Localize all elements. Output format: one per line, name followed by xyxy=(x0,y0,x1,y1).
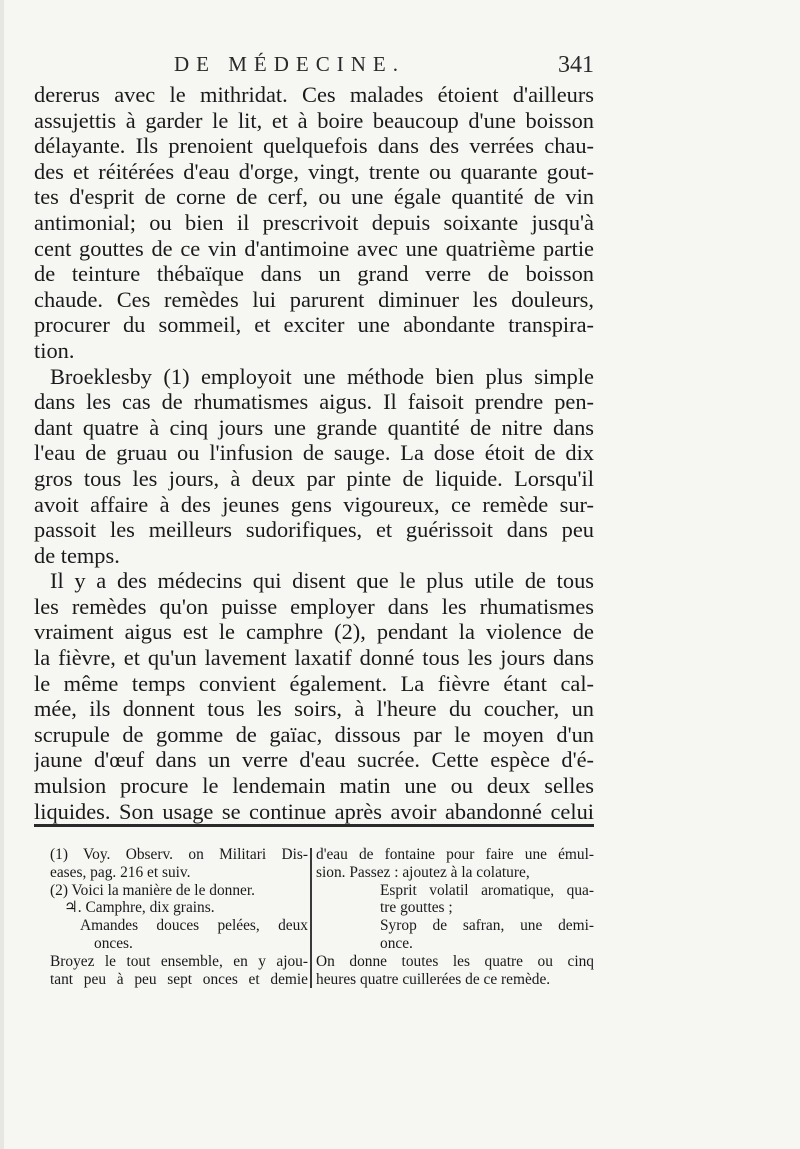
body-line: dant quatre à cinq jours une grande quantité de nitre dans xyxy=(34,414,594,440)
body-line: antimonial; ou bien il prescrivoit depuis soixante jusqu'à xyxy=(34,209,594,235)
body-line: mulsion procure le lendemain matin une ou deux selles xyxy=(34,773,594,799)
footnote-line: tant peu à peu sept onces et demie xyxy=(50,970,308,988)
footnote-rule xyxy=(34,824,594,827)
page-header xyxy=(34,48,594,84)
body-line: avoit affaire à des jeunes gens vigoureux, ce remède sur- xyxy=(34,491,594,517)
body-line: tes d'esprit de corne de cerf, ou une égale quantité de vin xyxy=(34,184,594,210)
body-line: cent gouttes de ce vin d'antimoine avec une quatrième partie xyxy=(34,235,594,261)
body-line: passoit les meilleurs sudorifiques, et guérissoit dans peu xyxy=(34,517,594,543)
footnote-line: Broyez le tout ensemble, en y ajou- xyxy=(50,952,308,970)
body-line: vraiment aigus est le camphre (2), pendant la violence de xyxy=(34,619,594,645)
body-line: assujettis à garder le lit, et à boire beaucoup d'une boisson xyxy=(34,107,594,133)
body-line: Broeklesby (1) employoit une méthode bien plus simple xyxy=(50,363,594,389)
footnote-line: once. xyxy=(380,934,413,952)
footnotes-right-column xyxy=(316,846,594,986)
body-line: le même temps convient également. La fièvre étant cal- xyxy=(34,670,594,696)
footnote-line: Amandes douces pelées, deux xyxy=(80,917,308,935)
body-line: des et réitérées d'eau d'orge, vingt, trente ou quarante gout- xyxy=(34,158,594,184)
footnote-line: (1) Voy. Observ. on Militari Dis- xyxy=(50,846,308,863)
body-text xyxy=(34,82,594,824)
footnote-line: heures quatre cuillerées de ce remède. xyxy=(316,970,551,988)
footnote-line: tre gouttes ; xyxy=(380,899,453,917)
footnote-line: sion. Passez : ajoutez à la colature, xyxy=(316,863,530,881)
body-line: l'eau de gruau ou l'infusion de sauge. La dose étoit de dix xyxy=(34,440,594,466)
body-line: jaune d'œuf dans un verre d'eau sucrée. Cette espèce d'é- xyxy=(34,747,594,773)
body-line: de teinture thébaïque dans un grand verre de boisson xyxy=(34,261,594,287)
footnote-line: ♃. Camphre, dix grains. xyxy=(64,899,215,917)
column-divider xyxy=(310,848,312,988)
footnote-line: (2) Voici la manière de le donner. xyxy=(50,881,255,899)
footnote-line: Syrop de safran, une demi- xyxy=(380,917,594,935)
footnote-line: eases, pag. 216 et suiv. xyxy=(50,863,191,881)
body-line: gros tous les jours, à deux par pinte de liquide. Lorsqu'il xyxy=(34,465,594,491)
footnote-line: d'eau de fontaine pour faire une émul- xyxy=(316,846,594,863)
footnotes-left-column xyxy=(50,846,308,986)
body-line: chaude. Ces remèdes lui parurent diminuer les douleurs, xyxy=(34,286,594,312)
body-line: mée, ils donnent tous les soirs, à l'heure du coucher, un xyxy=(34,696,594,722)
footnote-line: Esprit volatil aromatique, qua- xyxy=(380,881,594,899)
footnote-line: On donne toutes les quatre ou cinq xyxy=(316,952,594,970)
body-line: scrupule de gomme de gaïac, dissous par le moyen d'un xyxy=(34,721,594,747)
page-number: 341 xyxy=(558,52,594,78)
body-line: dererus avec le mithridat. Ces malades étoient d'ailleurs xyxy=(34,82,594,107)
footnotes xyxy=(34,838,594,990)
body-line: procurer du sommeil, et exciter une abondante transpira- xyxy=(34,312,594,338)
body-line: tion. xyxy=(34,337,75,363)
body-line: dans les cas de rhumatismes aigus. Il faisoit prendre pen- xyxy=(34,389,594,415)
body-line: la fièvre, et qu'un lavement laxatif donné tous les jours dans xyxy=(34,645,594,671)
body-line: liquides. Son usage se continue après avoir abandonné celui xyxy=(34,798,594,824)
running-head: DE MÉDECINE. xyxy=(174,52,405,76)
body-line: les remèdes qu'on puisse employer dans les rhumatismes xyxy=(34,593,594,619)
body-line: Il y a des médecins qui disent que le plus utile de tous xyxy=(50,568,594,594)
body-line: délayante. Ils prenoient quelquefois dans des verrées chau- xyxy=(34,133,594,159)
footnote-line: onces. xyxy=(94,934,133,952)
body-line: de temps. xyxy=(34,542,120,568)
